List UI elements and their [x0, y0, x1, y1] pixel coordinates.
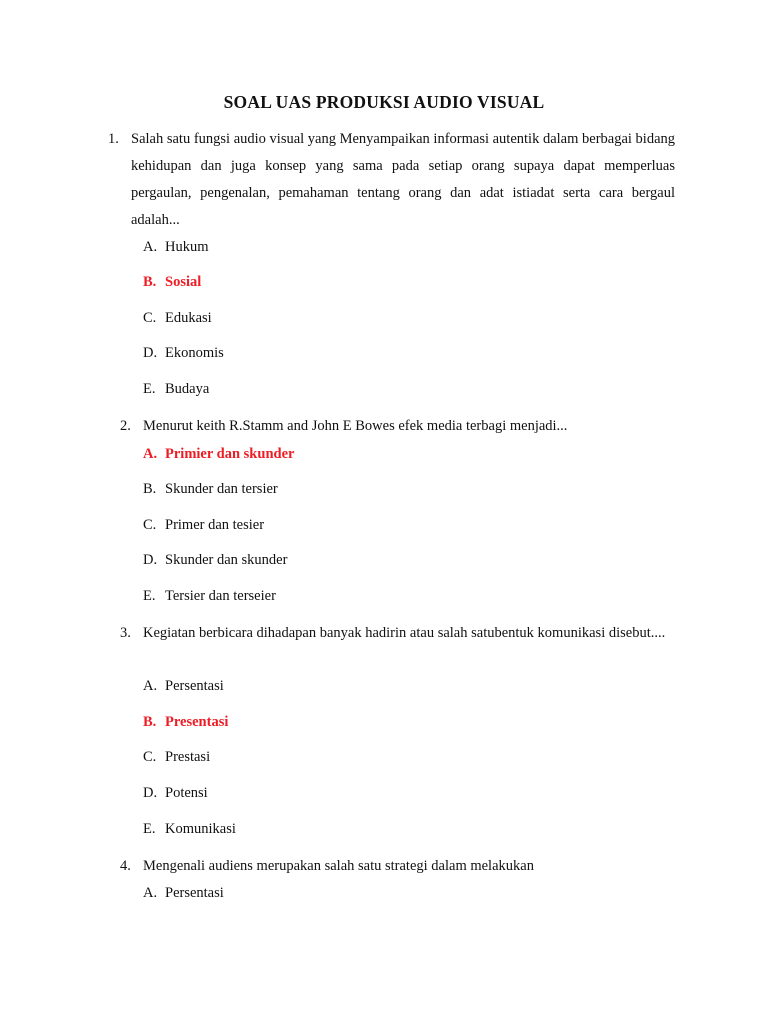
- option-text: Primer dan tesier: [165, 517, 265, 533]
- question-2-option-e: [143, 588, 276, 608]
- document-title: SOAL UAS PRODUKSI AUDIO VISUAL: [223, 92, 545, 112]
- option-letter: E.: [143, 588, 156, 604]
- option-text: Presentasi: [165, 714, 229, 730]
- option-text: Skunder dan skunder: [165, 552, 288, 568]
- question-1-option-c: [143, 310, 212, 330]
- option-letter: A.: [143, 885, 158, 901]
- question-1-option-b-correct: [143, 274, 201, 294]
- option-letter: C.: [143, 749, 157, 765]
- question-2-option-b: [143, 481, 278, 501]
- option-letter: B.: [143, 274, 157, 290]
- option-text: Hukum: [165, 239, 209, 255]
- question-4-number: 4.: [120, 858, 131, 874]
- option-text: Edukasi: [165, 310, 212, 326]
- question-4-text: Mengenali audiens merupakan salah satu strategi dalam melakukan: [143, 858, 534, 874]
- option-letter: E.: [143, 821, 156, 837]
- option-text: Sosial: [165, 274, 202, 290]
- option-letter: E.: [143, 381, 156, 397]
- option-text: Prestasi: [165, 749, 211, 765]
- question-2-option-d: [143, 552, 287, 572]
- option-text: Budaya: [165, 381, 210, 397]
- option-text: Persentasi: [165, 885, 224, 901]
- question-2-option-a-correct: [143, 446, 294, 466]
- option-letter: D.: [143, 785, 158, 801]
- option-letter: B.: [143, 481, 157, 497]
- option-text: Skunder dan tersier: [165, 481, 278, 497]
- option-letter: A.: [143, 239, 158, 255]
- option-letter: D.: [143, 345, 158, 361]
- option-letter: A.: [143, 678, 158, 694]
- question-2-option-c: [143, 517, 264, 537]
- question-1-option-d: [143, 345, 224, 365]
- option-text: Potensi: [165, 785, 208, 801]
- option-text: Primier dan skunder: [165, 446, 295, 462]
- option-letter: D.: [143, 552, 158, 568]
- option-letter: C.: [143, 517, 157, 533]
- question-3-option-b-correct: [143, 714, 228, 734]
- question-2-number: 2.: [120, 418, 131, 434]
- question-4-option-a: [143, 885, 224, 905]
- option-text: Tersier dan terseier: [165, 588, 276, 604]
- question-1-text: Salah satu fungsi audio visual yang Menyampaikan informasi autentik dalam berbagai bidang kehidupan dan juga konsep yang sama pada setiap orang supaya dapat memperluas pergaulan, pengenalan, pemahaman tentang orang dan adat istiadat serta cara bergaul adalah...: [131, 131, 676, 228]
- option-letter: A.: [143, 446, 158, 462]
- question-3-option-d: [143, 785, 208, 805]
- option-text: Persentasi: [165, 678, 224, 694]
- question-1-option-e: [143, 381, 209, 401]
- question-3-number: 3.: [120, 625, 131, 641]
- option-text: Ekonomis: [165, 345, 224, 361]
- option-letter: C.: [143, 310, 157, 326]
- question-2-text: Menurut keith R.Stamm and John E Bowes efek media terbagi menjadi...: [143, 418, 568, 434]
- question-1-number: 1.: [108, 131, 119, 147]
- question-3-text: Kegiatan berbicara dihadapan banyak hadirin atau salah satubentuk komunikasi disebut....: [143, 625, 666, 641]
- option-text: Komunikasi: [165, 821, 236, 837]
- question-3-option-c: [143, 749, 210, 769]
- question-3-option-a: [143, 678, 224, 698]
- option-letter: B.: [143, 714, 157, 730]
- question-1-option-a: [143, 239, 209, 259]
- question-3-option-e: [143, 821, 236, 841]
